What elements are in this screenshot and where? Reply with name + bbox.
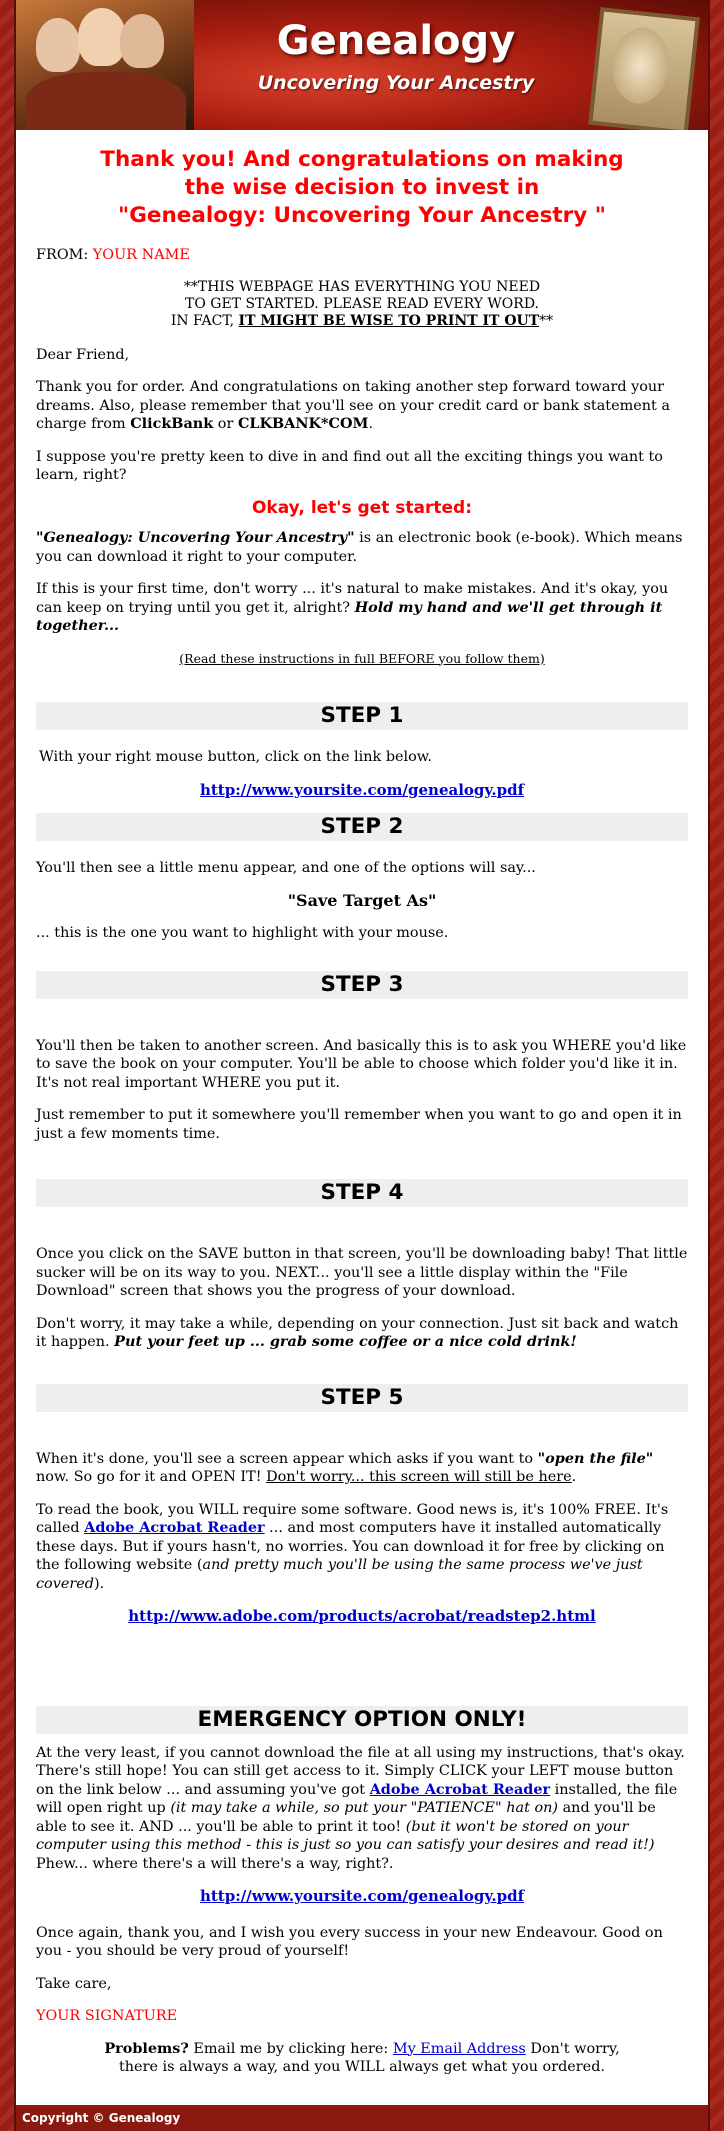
notice-text: **: [539, 312, 554, 329]
screen-still-here-note: Don't worry... this screen will still be here: [266, 1469, 572, 1485]
intro-text: or: [213, 416, 238, 432]
ebook-text: If this is your first time, don't worry ... it's natural to make mistakes. And it's okay, you can keep on trying until you get it, alright?: [36, 581, 669, 616]
problems-text: Don't worry,: [525, 2040, 620, 2057]
ebook-paragraph: [36, 529, 688, 566]
vintage-portrait: [609, 25, 673, 106]
save-target-as-option: "Save Target As": [287, 890, 437, 910]
print-it-out-emphasis: IT MIGHT BE WISE TO PRINT IT OUT: [238, 312, 540, 329]
emergency-body: At the very least, if you cannot download the file at all using my instructions, that's okay. There's still hope! You can still get access to it. Simply CLICK your LEFT mouse button on the link below ... and assuming you've got: [36, 1744, 685, 1798]
download-pdf-link[interactable]: http://www.yoursite.com/genealogy.pdf: [199, 780, 525, 799]
problems-text: Email me by clicking here:: [188, 2040, 393, 2057]
headline-line: the wise decision to invest in: [184, 175, 540, 200]
family-photo-bodies: [26, 72, 186, 130]
open-pdf-link[interactable]: http://www.yoursite.com/genealogy.pdf: [199, 1887, 525, 1905]
step-1-heading: STEP 1: [36, 702, 688, 730]
site-title: Genealogy: [276, 18, 516, 64]
ebook-text: is an electronic book (e-book). Which means you can download it right to your computer.: [36, 530, 683, 565]
adobe-link-row: [36, 1607, 688, 1626]
problems-line: there is always a way, and you WILL always get what you ordered.: [119, 2059, 605, 2075]
headline-line: Thank you! And congratulations on making: [100, 147, 624, 172]
emergency-link-row: [36, 1887, 688, 1906]
from-line: [36, 246, 688, 265]
notice-line: **THIS WEBPAGE HAS EVERYTHING YOU NEED: [183, 278, 541, 295]
emergency-body: Phew... where there's a will there's a way, right?.: [36, 1855, 394, 1872]
step-3-heading: STEP 3: [36, 971, 688, 999]
step-1-link-row: [36, 781, 688, 800]
step-4-text: Once you click on the SAVE button in that screen, you'll be downloading baby! That little sucker will be on its way to you. NEXT... you'll see a little display within the "File Download" screen that shows you the progress of your download.: [36, 1246, 688, 1299]
family-photo-face: [120, 14, 164, 68]
family-photo: [16, 0, 194, 130]
feet-up-emphasis: Put your feet up ... grab some coffee or a nice cold drink!: [114, 1333, 577, 1350]
hold-my-hand-emphasis: Hold my hand and we'll get through it together...: [36, 598, 663, 634]
main-content: [16, 130, 708, 2077]
step-4-heading: STEP 4: [36, 1179, 688, 1207]
signature: YOUR SIGNATURE: [36, 2008, 178, 2024]
clkbank-name: CLKBANK*COM: [237, 415, 369, 432]
site-subtitle: Uncovering Your Ancestry: [257, 72, 535, 94]
emergency-heading: EMERGENCY OPTION ONLY!: [36, 1706, 688, 1734]
instructions-text: (Read these instructions in full BEFORE you follow them): [179, 650, 545, 666]
problems-label: Problems?: [104, 2039, 189, 2057]
step-5-text: [36, 1501, 688, 1594]
footer: Copyright © Genealogy: [16, 2105, 708, 2131]
adobe-download-link[interactable]: http://www.adobe.com/products/acrobat/readstep2.html: [128, 1607, 596, 1625]
step-5-italic: and pretty much you'll be using the same process we've just covered: [36, 1557, 643, 1592]
problems-line: [36, 2040, 688, 2059]
step-5-body: .: [571, 1469, 577, 1485]
notice-line: [36, 313, 688, 330]
family-photo-face: [36, 18, 80, 72]
intro-paragraph: I suppose you're pretty keen to dive in and find out all the exciting things you want to learn, right?: [36, 448, 663, 483]
email-link[interactable]: My Email Address: [392, 2040, 526, 2057]
step-5-body: ).: [93, 1575, 105, 1592]
step-4-text: [36, 1315, 688, 1352]
header-banner: [16, 0, 708, 130]
intro-paragraph: [36, 378, 688, 434]
clickbank-name: ClickBank: [130, 415, 214, 432]
step-5-body: To read the book, you WILL require some software. Good news is, it's 100% FREE. It's called: [36, 1501, 669, 1536]
emergency-text: [36, 1744, 688, 1874]
get-started-heading: Okay, let's get started:: [251, 497, 473, 518]
thank-you-headline: [36, 146, 688, 230]
intro-text: Thank you for order. And congratulations on taking another step forward toward your dreams. Also, please remember that you'll see on your credit card or bank statement a charge from: [36, 379, 670, 432]
adobe-reader-link[interactable]: Adobe Acrobat Reader: [369, 1780, 551, 1798]
adobe-reader-link[interactable]: Adobe Acrobat Reader: [84, 1519, 265, 1536]
step-5-body: now. So go for it and OPEN IT!: [36, 1469, 267, 1485]
step-5-body: When it's done, you'll see a screen appear which asks if you want to: [36, 1450, 538, 1467]
step-5-heading: STEP 5: [36, 1384, 688, 1412]
closing-paragraph: Once again, thank you, and I wish you every success in your new Endeavour. Good on you - you should be very proud of yourself!: [36, 1924, 663, 1959]
step-2-text: ... this is the one you want to highlight with your mouse.: [36, 925, 449, 941]
step-5-body: ... and most computers have it installed automatically these days. But if yours hasn't, no worries. You can download it for free by clicking on the following website (: [36, 1520, 665, 1573]
from-label: FROM:: [36, 247, 89, 263]
print-notice: [36, 279, 688, 330]
step-4-body: Don't worry, it may take a while, depending on your connection. Just sit back and watch it happen.: [36, 1315, 679, 1350]
step-5-text: [36, 1450, 688, 1487]
emergency-body: installed, the file will open right up: [36, 1781, 678, 1816]
ebook-paragraph: [36, 580, 688, 636]
notice-text: IN FACT,: [170, 312, 239, 329]
step-1-text: With your right mouse button, click on the link below.: [39, 749, 432, 765]
ebook-title: "Genealogy: Uncovering Your Ancestry": [36, 529, 355, 546]
greeting: Dear Friend,: [36, 346, 130, 363]
problems-note: [36, 2040, 688, 2077]
step-3-text: You'll then be taken to another screen. And basically this is to ask you WHERE you'd like to save the book on your computer. You'll be able to choose which folder you'd like it in. It's not real important WHERE you put it.: [36, 1037, 687, 1091]
intro-text: .: [368, 416, 374, 432]
notice-line: TO GET STARTED. PLEASE READ EVERY WORD.: [185, 295, 539, 312]
vintage-portrait-frame: [588, 7, 700, 130]
open-the-file-emphasis: "open the file": [537, 1449, 654, 1467]
step-3-text: Just remember to put it somewhere you'll remember when you want to go and open it in just a few moments time.: [36, 1107, 682, 1142]
instructions-note: [36, 650, 688, 669]
step-2-text: You'll then see a little menu appear, and one of the options will say...: [36, 860, 536, 876]
take-care: Take care,: [36, 1975, 112, 1992]
step-2-heading: STEP 2: [36, 813, 688, 841]
family-photo-face: [78, 8, 126, 66]
emergency-italic: (but it won't be stored on your computer using this method - this is just so you can satisfy your desires and read it!): [36, 1818, 655, 1853]
headline-line: "Genealogy: Uncovering Your Ancestry ": [118, 203, 606, 228]
from-name: YOUR NAME: [92, 247, 190, 263]
emergency-italic: (it may take a while, so put your "PATIENCE" hat on): [170, 1800, 559, 1816]
emergency-body: and you'll be able to see it. AND ... you'll be able to print it too!: [36, 1800, 656, 1835]
page: [14, 0, 710, 2131]
